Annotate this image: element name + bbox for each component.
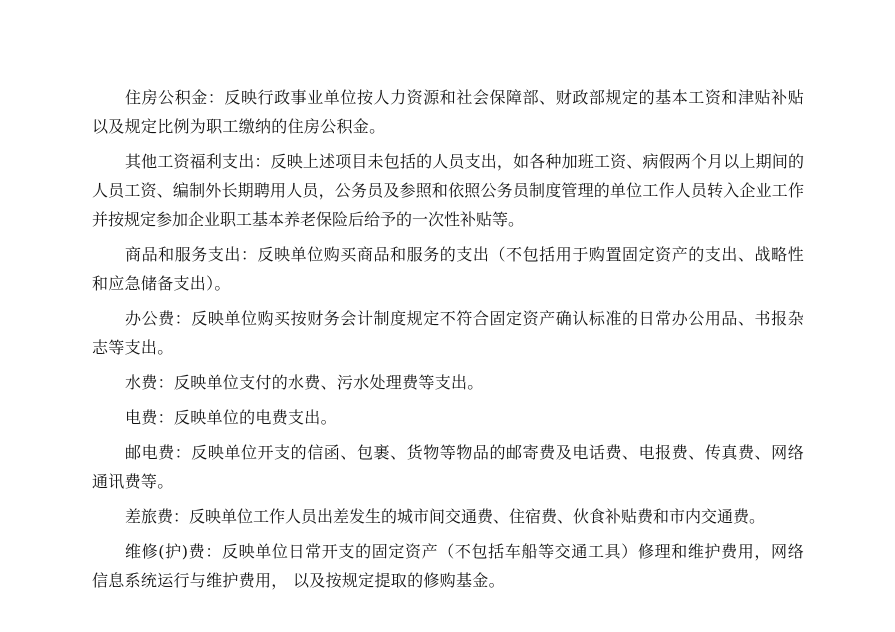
paragraph-housing-fund: 住房公积金：反映行政事业单位按人力资源和社会保障部、财政部规定的基本工资和津贴补贴以及规定比例为职工缴纳的住房公积金。 <box>92 88 804 136</box>
document-body <box>92 83 804 601</box>
paragraph-office-expense: 办公费：反映单位购买按财务会计制度规定不符合固定资产确认标准的日常办公用品、书报杂志等支出。 <box>92 309 804 357</box>
paragraph-electricity-fee: 电费：反映单位的电费支出。 <box>125 408 337 427</box>
paragraph-other-wage-welfare: 其他工资福利支出：反映上述项目未包括的人员支出，如各种加班工资、病假两个月以上期间的人员工资、编制外长期聘用人员，公务员及参照和依照公务员制度管理的单位工作人员转入企业工作并按规定参加企业职工基本养老保险后给予的一次性补贴等。 <box>92 152 804 229</box>
paragraph-postal-telecom-fee: 邮电费：反映单位开支的信函、包裹、货物等物品的邮寄费及电话费、电报费、传真费、网络通讯费等。 <box>92 443 804 491</box>
paragraph-maintenance-fee: 维修(护)费：反映单位日常开支的固定资产（不包括车船等交通工具）修理和维护费用，网络信息系统运行与维护费用， 以及按规定提取的修购基金。 <box>92 542 804 590</box>
paragraph-travel-expense: 差旅费：反映单位工作人员出差发生的城市间交通费、住宿费、伙食补贴费和市内交通费。 <box>125 507 766 526</box>
paragraph-goods-services: 商品和服务支出：反映单位购买商品和服务的支出（不包括用于购置固定资产的支出、战略性和应急储备支出）。 <box>92 245 804 293</box>
paragraph-water-fee: 水费：反映单位支付的水费、污水处理费等支出。 <box>125 373 484 392</box>
